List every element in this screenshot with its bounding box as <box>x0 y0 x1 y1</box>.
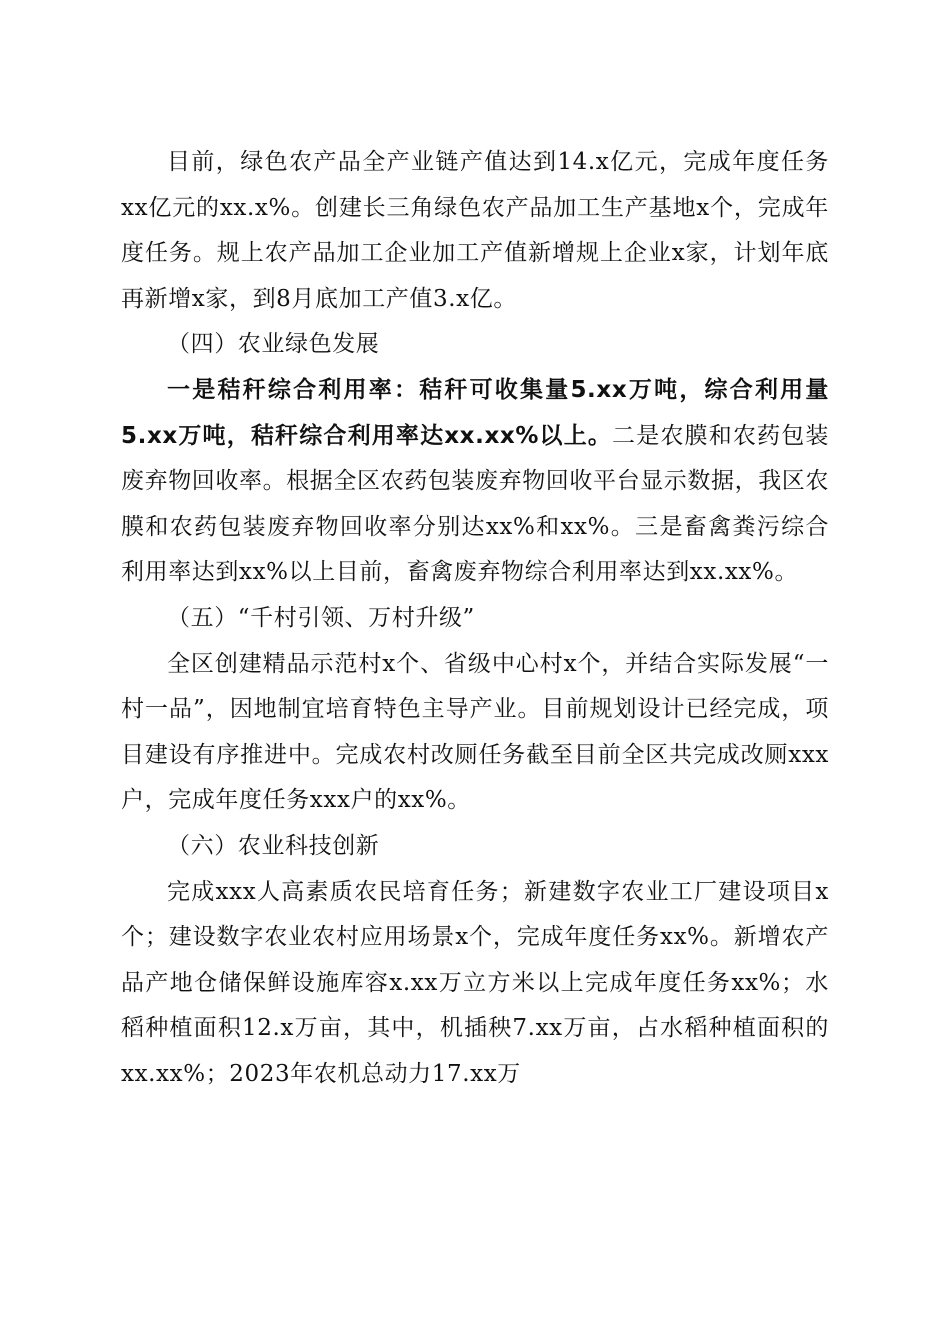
section-heading-village-upgrade: （五）“千村引领、万村升级” <box>167 604 475 631</box>
document-body <box>121 140 829 1097</box>
paragraph-village-upgrade: 全区创建精品示范村x个、省级中心村x个，并结合实际发展“一村一品”，因地制宜培育特色主导产业。目前规划设计已经完成，项目建设有序推进中。完成农村改厕任务截至目前全区共完成改厕xxx户，完成年度任务xxx户的xx%。 <box>121 650 829 814</box>
paragraph-green-development <box>121 368 829 596</box>
bold-lead-straw-utilization: 一是秸秆综合利用率：秸秆可收集量5.xx万吨，综合利用量5.xx万吨，秸秆综合利用率达xx.xx%以上。 <box>121 376 829 449</box>
paragraph-green-products: 目前，绿色农产品全产业链产值达到14.x亿元，完成年度任务xx亿元的xx.x%。创建长三角绿色农产品加工生产基地x个，完成年度任务。规上农产品加工企业加工产值新增规上企业x家，计划年底再新增x家，到8月底加工产值3.x亿。 <box>121 149 829 312</box>
paragraph-green-development-text: 二是农膜和农药包装废弃物回收率。根据全区农药包装废弃物回收平台显示数据，我区农膜和农药包装废弃物回收率分别达xx%和xx%。三是畜禽粪污综合利用率达到xx%以上目前，畜禽废弃物综合利用率达到xx.xx%。 <box>121 422 829 586</box>
section-heading-agri-tech: （六）农业科技创新 <box>167 832 380 859</box>
section-heading-green-development: （四）农业绿色发展 <box>167 331 380 358</box>
paragraph-agri-tech: 完成xxx人高素质农民培育任务；新建数字农业工厂建设项目x个；建设数字农业农村应用场景x个，完成年度任务xx%。新增农产品产地仓储保鲜设施库容x.xx万立方米以上完成年度任务xx%；水稻种植面积12.x万亩，其中，机插秧7.xx万亩，占水稻种植面积的xx.xx%；2023年农机总动力17.xx万 <box>121 878 829 1087</box>
